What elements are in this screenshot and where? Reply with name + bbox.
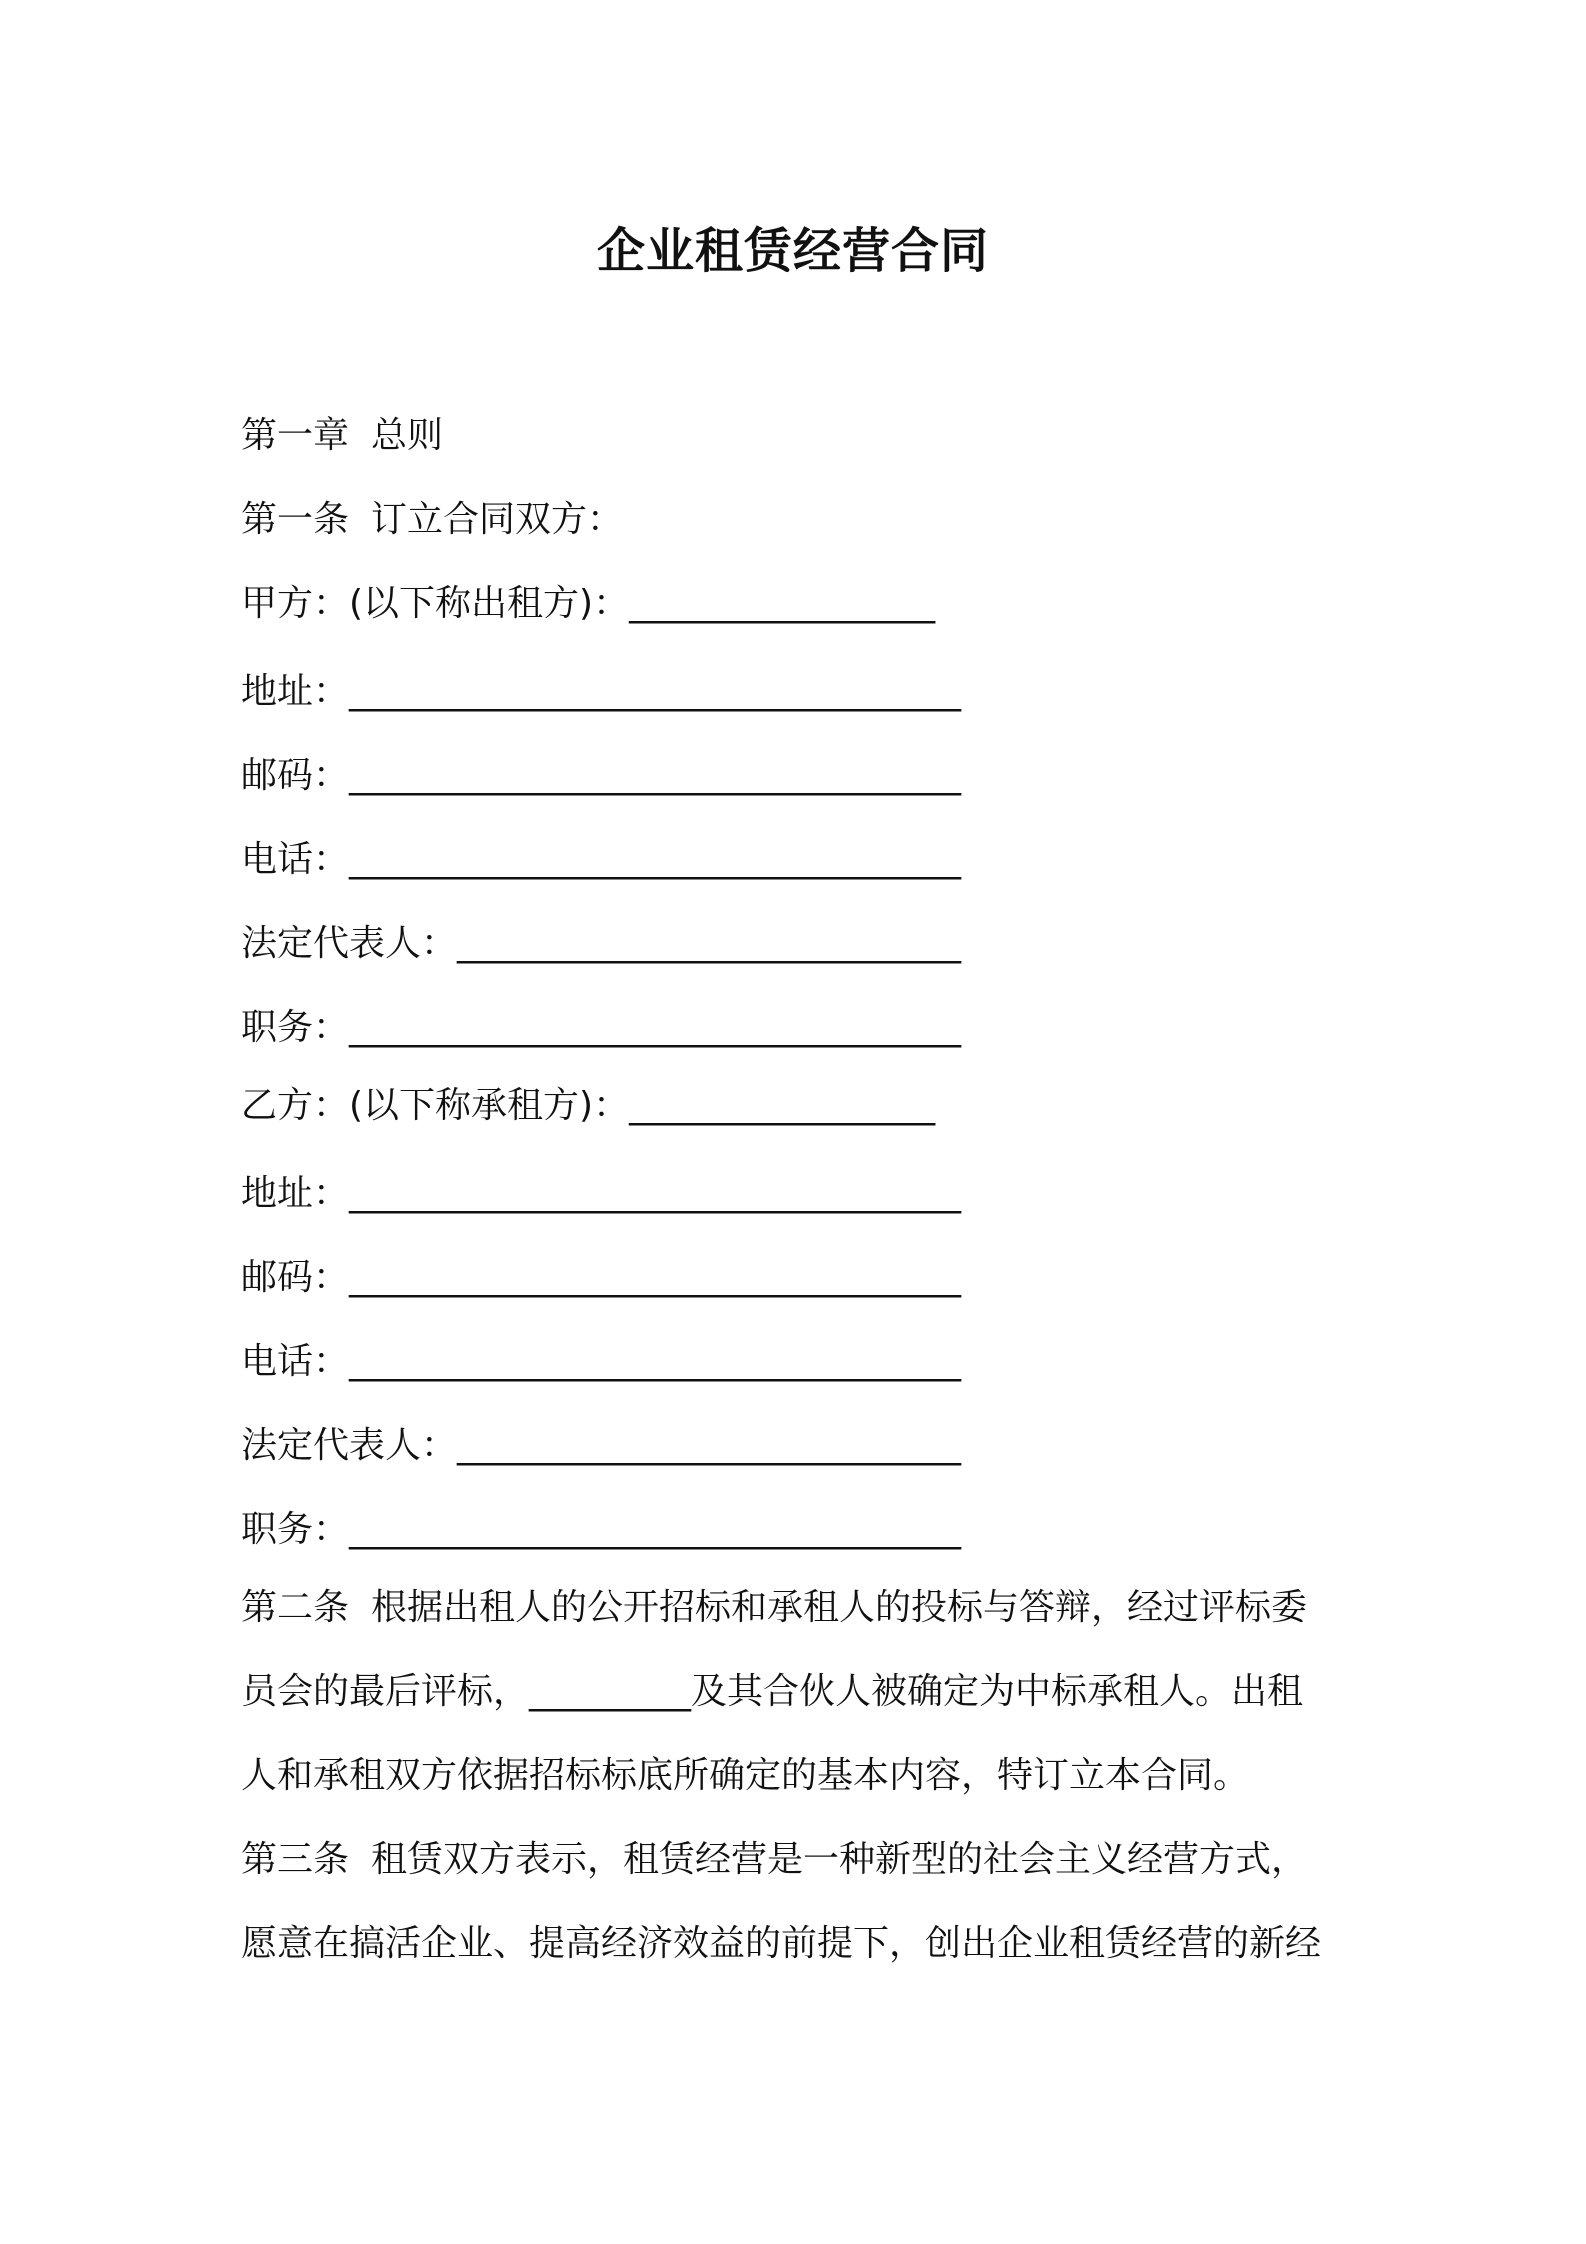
party-b-phone-row [241, 1338, 961, 1386]
party-a-postcode-row [241, 752, 961, 800]
party-b-legal-rep-row [241, 1422, 961, 1470]
party-a-position-row [241, 1004, 961, 1052]
party-a-address-label: 地址： [241, 671, 350, 712]
party-b-heading [241, 1082, 935, 1130]
chapter-name: 总则 [371, 415, 444, 456]
winning-bidder-field[interactable]: _________ [529, 1671, 692, 1712]
party-a-address-row [241, 668, 961, 716]
document-title: 企业租赁经营合同 [596, 223, 989, 279]
article-2-text-3: 人和承租双方依据招标标底所确定的基本内容，特订立本合同。 [241, 1755, 1250, 1796]
party-a-heading [241, 580, 935, 628]
party-b-postcode-label: 邮码： [241, 1257, 350, 1298]
article-2-line-1 [241, 1584, 1307, 1632]
article-2-text-1: 根据出租人的公开招标和承租人的投标与答辩，经过评标委 [371, 1587, 1308, 1628]
article-1-number: 第一条 [241, 499, 350, 540]
article-3-text-2: 愿意在搞活企业、提高经济效益的前提下，创出企业租赁经营的新经 [241, 1923, 1322, 1964]
party-b-postcode-field[interactable]: __________________________________ [349, 1257, 962, 1298]
article-1 [241, 496, 623, 544]
party-a-postcode-field[interactable]: __________________________________ [349, 755, 962, 796]
party-a-legal-rep-field[interactable]: ____________________________ [457, 923, 962, 964]
article-2-number: 第二条 [241, 1587, 350, 1628]
party-b-position-row [241, 1506, 961, 1554]
party-a-legal-rep-row [241, 920, 961, 968]
party-a-position-field[interactable]: __________________________________ [349, 1007, 962, 1048]
party-b-heading-label: 乙方：(以下称承租方)： [241, 1085, 630, 1126]
party-a-legal-rep-label: 法定代表人： [241, 923, 458, 964]
article-2-line-2 [241, 1668, 1303, 1716]
article-1-text: 订立合同双方： [371, 499, 624, 540]
party-a-phone-label: 电话： [241, 839, 350, 880]
party-a-address-field[interactable]: __________________________________ [349, 671, 962, 712]
party-b-position-field[interactable]: __________________________________ [349, 1509, 962, 1550]
party-a-phone-row [241, 836, 961, 884]
chapter-number: 第一章 [241, 415, 350, 456]
article-3-line-2 [241, 1920, 1321, 1968]
party-a-position-label: 职务： [241, 1007, 350, 1048]
party-b-address-label: 地址： [241, 1173, 350, 1214]
party-b-phone-label: 电话： [241, 1341, 350, 1382]
party-b-postcode-row [241, 1254, 961, 1302]
chapter-heading [241, 412, 443, 460]
article-3-text-1: 租赁双方表示，租赁经营是一种新型的社会主义经营方式， [371, 1839, 1308, 1880]
article-2-text-2b: 及其合伙人被确定为中标承租人。出租 [691, 1671, 1304, 1712]
party-b-legal-rep-label: 法定代表人： [241, 1425, 458, 1466]
article-3-number: 第三条 [241, 1839, 350, 1880]
party-b-address-field[interactable]: __________________________________ [349, 1173, 962, 1214]
party-a-postcode-label: 邮码： [241, 755, 350, 796]
party-b-name-field[interactable]: _________________ [629, 1085, 936, 1126]
party-a-name-field[interactable]: _________________ [629, 583, 936, 624]
party-b-position-label: 职务： [241, 1509, 350, 1550]
article-3-line-1 [241, 1836, 1307, 1884]
party-b-legal-rep-field[interactable]: ____________________________ [457, 1425, 962, 1466]
article-2-text-2a: 员会的最后评标， [241, 1671, 530, 1712]
party-b-address-row [241, 1170, 961, 1218]
party-a-phone-field[interactable]: __________________________________ [349, 839, 962, 880]
party-a-heading-label: 甲方：(以下称出租方)： [241, 583, 630, 624]
article-2-line-3 [241, 1752, 1249, 1800]
party-b-phone-field[interactable]: __________________________________ [349, 1341, 962, 1382]
